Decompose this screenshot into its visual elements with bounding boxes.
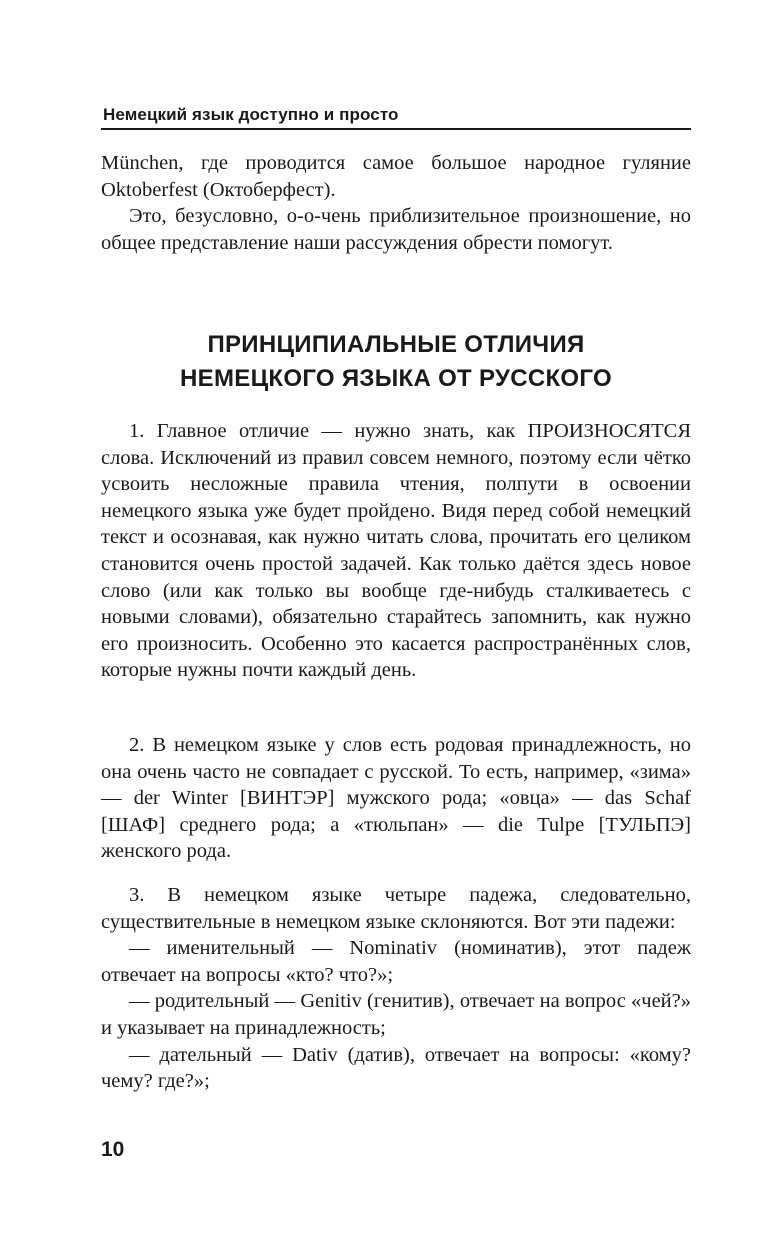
point-2-paragraph: 2. В немецком языке у слов есть родовая принадлежность, но она очень часто не совпадает с русской. То есть, например, «зима» — der Winter [ВИНТЭР] мужского рода; «овца» — das Schaf [ШАФ] среднего рода; а «тюльпан» — die Tulpe [ТУЛЬПЭ] женского рода.	[101, 734, 691, 863]
case-nominativ: — именительный — Nominativ (номинатив), этот падеж отвечает на вопросы «кто? что?»;	[101, 937, 691, 986]
point-1	[101, 418, 691, 684]
running-head: Немецкий язык доступно и просто	[103, 105, 399, 124]
case-dativ: — дательный — Dativ (датив), отвечает на вопросы: «кому? чему? где?»;	[101, 1043, 691, 1093]
section-heading-line-1: ПРИНЦИПИАЛЬНЫЕ ОТЛИЧИЯ	[207, 331, 585, 358]
point-3	[101, 882, 691, 1095]
header-rule	[101, 128, 691, 130]
point-3-paragraph: 3. В немецком языке четыре падежа, следовательно, существительные в немецком языке склоняются. Вот эти падежи:	[101, 884, 691, 933]
intro-text	[101, 150, 691, 256]
point-2	[101, 732, 691, 865]
point-1-paragraph: 1. Главное отличие — нужно знать, как ПРОИЗНОСЯТСЯ слова. Исключений из правил совсем немного, поэтому если чётко усвоить несложные правила чтения, полпути в освоении немецкого языка уже будет пройдено. Видя перед собой немецкий текст и осознавая, как нужно читать слова, прочитать его целиком становится очень простой задачей. Как только даётся здесь новое слово (или как только вы вообще где-нибудь сталкиваетесь с новыми словами), обязательно старайтесь запомнить, как нужно его произносить. Особенно это касается распространённых слов, которые нужны почти каждый день.	[101, 420, 691, 682]
section-heading	[101, 328, 691, 396]
case-genitiv: — родительный — Genitiv (генитив), отвечает на вопрос «чей?» и указывает на принадлежность;	[101, 990, 691, 1039]
intro-paragraph-2: Это, безусловно, о-о-чень приблизительное произношение, но общее представление наши рассуждения обрести помогут.	[101, 205, 691, 254]
section-heading-line-2: НЕМЕЦКОГО ЯЗЫКА ОТ РУССКОГО	[180, 365, 612, 392]
intro-paragraph-1: München, где проводится самое большое народное гуляние Oktoberfest (Октоберфест).	[101, 152, 691, 201]
page-number: 10	[101, 1138, 125, 1161]
